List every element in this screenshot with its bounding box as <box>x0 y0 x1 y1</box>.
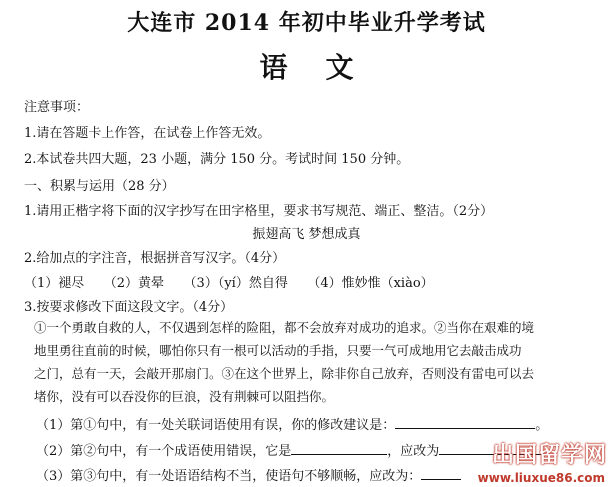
answer-blank[interactable] <box>291 440 387 455</box>
exam-title: 大连市 2014 年初中毕业升学考试 <box>127 10 486 36</box>
question-3: 3.按要求修改下面这段文字。（4分） <box>24 300 234 315</box>
subquestion-3 <box>36 465 461 484</box>
subquestion-3-text: （3）第③句中，有一处语语结构不当，使语句不够顺畅，应改为： <box>36 469 422 484</box>
question-1-sample: 振翅高飞 梦想成真 <box>252 227 361 242</box>
answer-blank[interactable] <box>395 414 535 429</box>
question-1: 1.请用正楷字将下面的汉字抄写在田字格里，要求书写规范、端正、整洁。（2分） <box>24 204 494 219</box>
subquestion-1: （1）第①句中，有一处关联词语使用有误，你的修改建议是： 。 <box>36 414 548 433</box>
subquestion-2 <box>36 440 549 459</box>
notice-item-2: 2.本试卷共四大题，23 小题，满分 150 分。考试时间 150 分钟。 <box>24 152 410 167</box>
subquestion-1-text: （1）第①句中，有一处关联词语使用有误，你的修改建议是： <box>36 418 396 433</box>
watermark-url: www.liuxue86.com <box>477 471 605 485</box>
notice-heading: 注意事项： <box>24 100 90 115</box>
notice-item-1: 1.请在答题卡上作答，在试卷上作答无效。 <box>24 126 271 141</box>
watermark-logo: 出国留学网 <box>491 443 607 468</box>
question-2-options: （1）褪尽 （2）黄晕 （3）（yí）然自得 （4）惟妙惟（xiào） <box>24 276 434 291</box>
answer-blank[interactable] <box>421 465 461 480</box>
section-heading: 一、积累与运用（28 分） <box>24 179 175 194</box>
subquestion-2-text-b: ，应改为 <box>387 444 440 459</box>
question-2: 2.给加点的字注音，根据拼音写汉字。（4分） <box>24 251 286 266</box>
subject-title: 语文 <box>259 51 392 84</box>
passage-line: 地里勇往直前的时候，哪怕你只有一根可以活动的手指，只要一气可成地用它去敲击成功 <box>34 343 522 358</box>
passage-line: 堵你，没有可以吞没你的巨浪，没有荆棘可以阻挡你。 <box>34 389 335 404</box>
subquestion-2-text: （2）第②句中，有一个成语使用错误，它是 <box>36 444 292 459</box>
passage-line: 之门，总有一天，会敲开那扇门。③在这个世界上，除非你自己放弃，否则没有雷电可以去 <box>34 366 535 381</box>
question-3-passage <box>34 316 594 408</box>
passage-line: ①一个勇敢自救的人，不仅遇到怎样的险阻，都不会放弃对成功的追求。②当你在艰难的境 <box>34 320 535 335</box>
